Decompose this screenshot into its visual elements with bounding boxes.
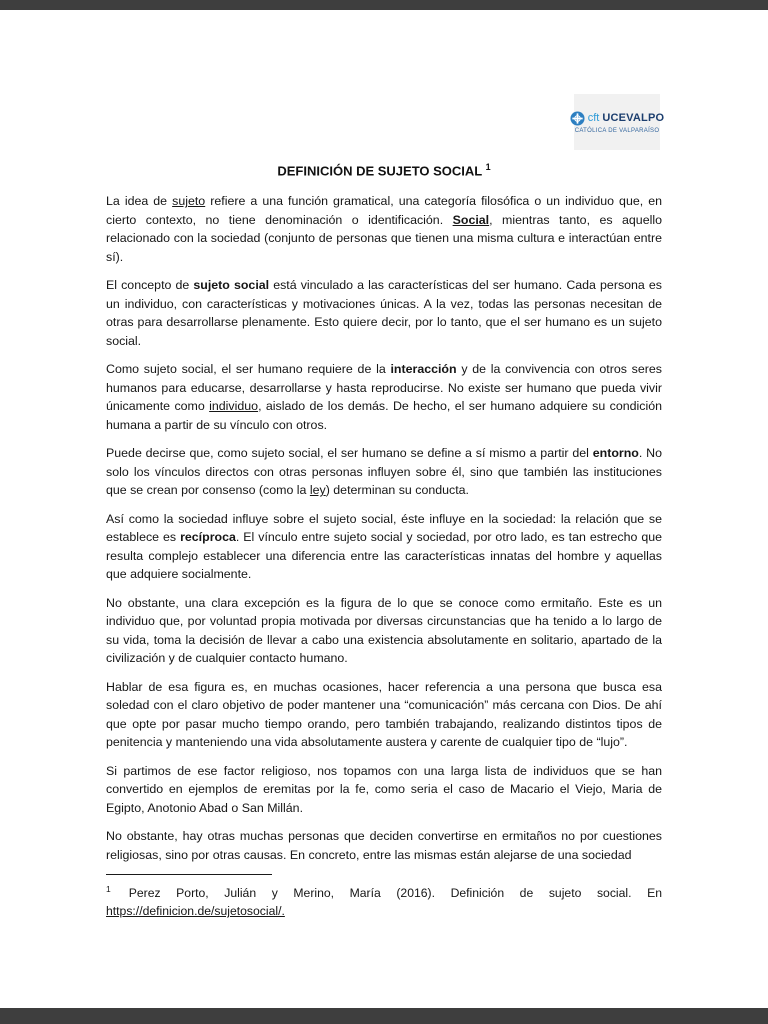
- document-content: [106, 0, 665, 920]
- text-run: Como sujeto social, el ser humano requiere de la: [106, 362, 391, 377]
- text-run: está vinculado a las características del ser humano. Cada persona es un individuo, con características y motivaciones únicas. A la vez, todas las personas necesitan de otras para desarrollarse plenamente. Esto quiere decir, por lo tanto, que el ser humano es un sujeto social.: [106, 278, 663, 348]
- document-title-text: DEFINICIÓN DE SUJETO SOCIAL: [277, 163, 483, 179]
- text-run: . No solo los vínculos directos con otras personas influyen sobre él, sino que también las instituciones que se crean por consenso (como la: [106, 446, 662, 498]
- paragraph: [106, 594, 662, 668]
- text-run: sujeto social: [193, 278, 270, 293]
- text-run: individuo: [209, 399, 259, 414]
- logo-prefix-text: cft: [587, 112, 600, 124]
- text-run: ) determinan su conducta.: [325, 483, 469, 498]
- paragraph: [106, 444, 662, 500]
- text-run: No obstante, una clara excepción es la figura de lo que se conoce como ermitaño. Este es un individuo que, por voluntad propia motivada por diversas circunstancias que ha tenido a lo largo de su vida, toma la decisión de llevar a cabo una existencia absolutamente en solitario, apartado de la civilización y de cualquier contacto humano.: [106, 595, 662, 666]
- text-run: . El vínculo entre sujeto social y sociedad, por otro lado, es tan estrecho que resulta complejo establecer una diferencia entre las características innatas del hombre y aquellas que adquiere socialmente.: [106, 530, 663, 582]
- document-title: [106, 162, 662, 178]
- paragraph: [106, 827, 662, 864]
- footnote-marker: 1: [106, 884, 111, 895]
- paragraph: [106, 192, 662, 266]
- text-run: ley: [309, 483, 326, 498]
- text-run: La idea de: [106, 194, 173, 209]
- text-run: refiere a una función gramatical, una categoría filosófica o un individuo que, en cierto contexto, no tiene denominación o identificación.: [106, 194, 662, 227]
- paragraph: [106, 762, 662, 818]
- text-run: , mientras tanto, es aquello relacionado con la sociedad (conjunto de personas que tienen una misma cultura e interactúan entre sí).: [106, 212, 662, 264]
- logo-tagline: CATÓLICA DE VALPARAÍSO: [574, 127, 660, 134]
- text-run: Así como la sociedad influye sobre el sujeto social, éste influye en la sociedad: la relación que se establece es: [106, 511, 662, 545]
- viewer-bottom-bar: [0, 1008, 768, 1024]
- viewer-top-bar: [0, 0, 768, 10]
- text-run: sujeto: [172, 194, 206, 209]
- text-run: interacción: [390, 362, 457, 377]
- text-run: El concepto de: [106, 278, 194, 293]
- paragraph: [106, 510, 662, 584]
- text-run: Social: [452, 212, 490, 227]
- text-run: Hablar de esa figura es, en muchas ocasiones, hacer referencia a una persona que busca esa soledad con el claro objetivo de poder mantener una “comunicación” más cercana con Dios. De ahí que opte por pasar mucho tiempo orando, pero también trabajando, realizando distintos tipos de penitencia y manteniendo una vida absolutamente austera y carente de cualquier tipo de “lujo”.: [106, 679, 662, 750]
- footnote: [106, 880, 662, 920]
- text-run: entorno: [592, 446, 639, 461]
- logo-name-text: UCEVALPO: [602, 112, 665, 124]
- footnote-separator: [106, 874, 272, 875]
- footnote-text: [106, 886, 662, 918]
- title-footnote-reference: 1: [485, 162, 491, 172]
- text-run: y de la convivencia con otros seres humanos para educarse, desarrollarse y hasta reproducirse. No existe ser humano que pueda vivir únicamente como: [106, 362, 662, 414]
- footnote-url-link[interactable]: https://definicion.de/sujetosocial/.: [106, 904, 285, 919]
- paragraph: [106, 276, 662, 350]
- text-run: , aislado de los demás. De hecho, el ser humano adquiere su condición humana a partir de su vínculo con otros.: [106, 399, 662, 432]
- paragraph: [106, 360, 662, 434]
- text-run: Puede decirse que, como sujeto social, el ser humano se define a sí mismo a partir del: [106, 446, 593, 461]
- text-run: recíproca: [180, 530, 236, 545]
- document-paragraphs: [106, 192, 662, 864]
- text-run: Perez Porto, Julián y Merino, María (2016). Definición de sujeto social. En: [128, 886, 662, 901]
- text-run: Si partimos de ese factor religioso, nos topamos con una larga lista de individuos que se han convertido en ejemplos de eremitas por la fe, como seria el caso de Macario el Viejo, Maria de Egipto, Anotonio Abad o San Millán.: [106, 763, 662, 815]
- text-run: No obstante, hay otras muchas personas que deciden convertirse en ermitaños no por cuestiones religiosas, sino por otras causas. En concreto, entre las mismas están alejarse de una sociedad: [106, 829, 662, 862]
- paragraph: [106, 678, 662, 752]
